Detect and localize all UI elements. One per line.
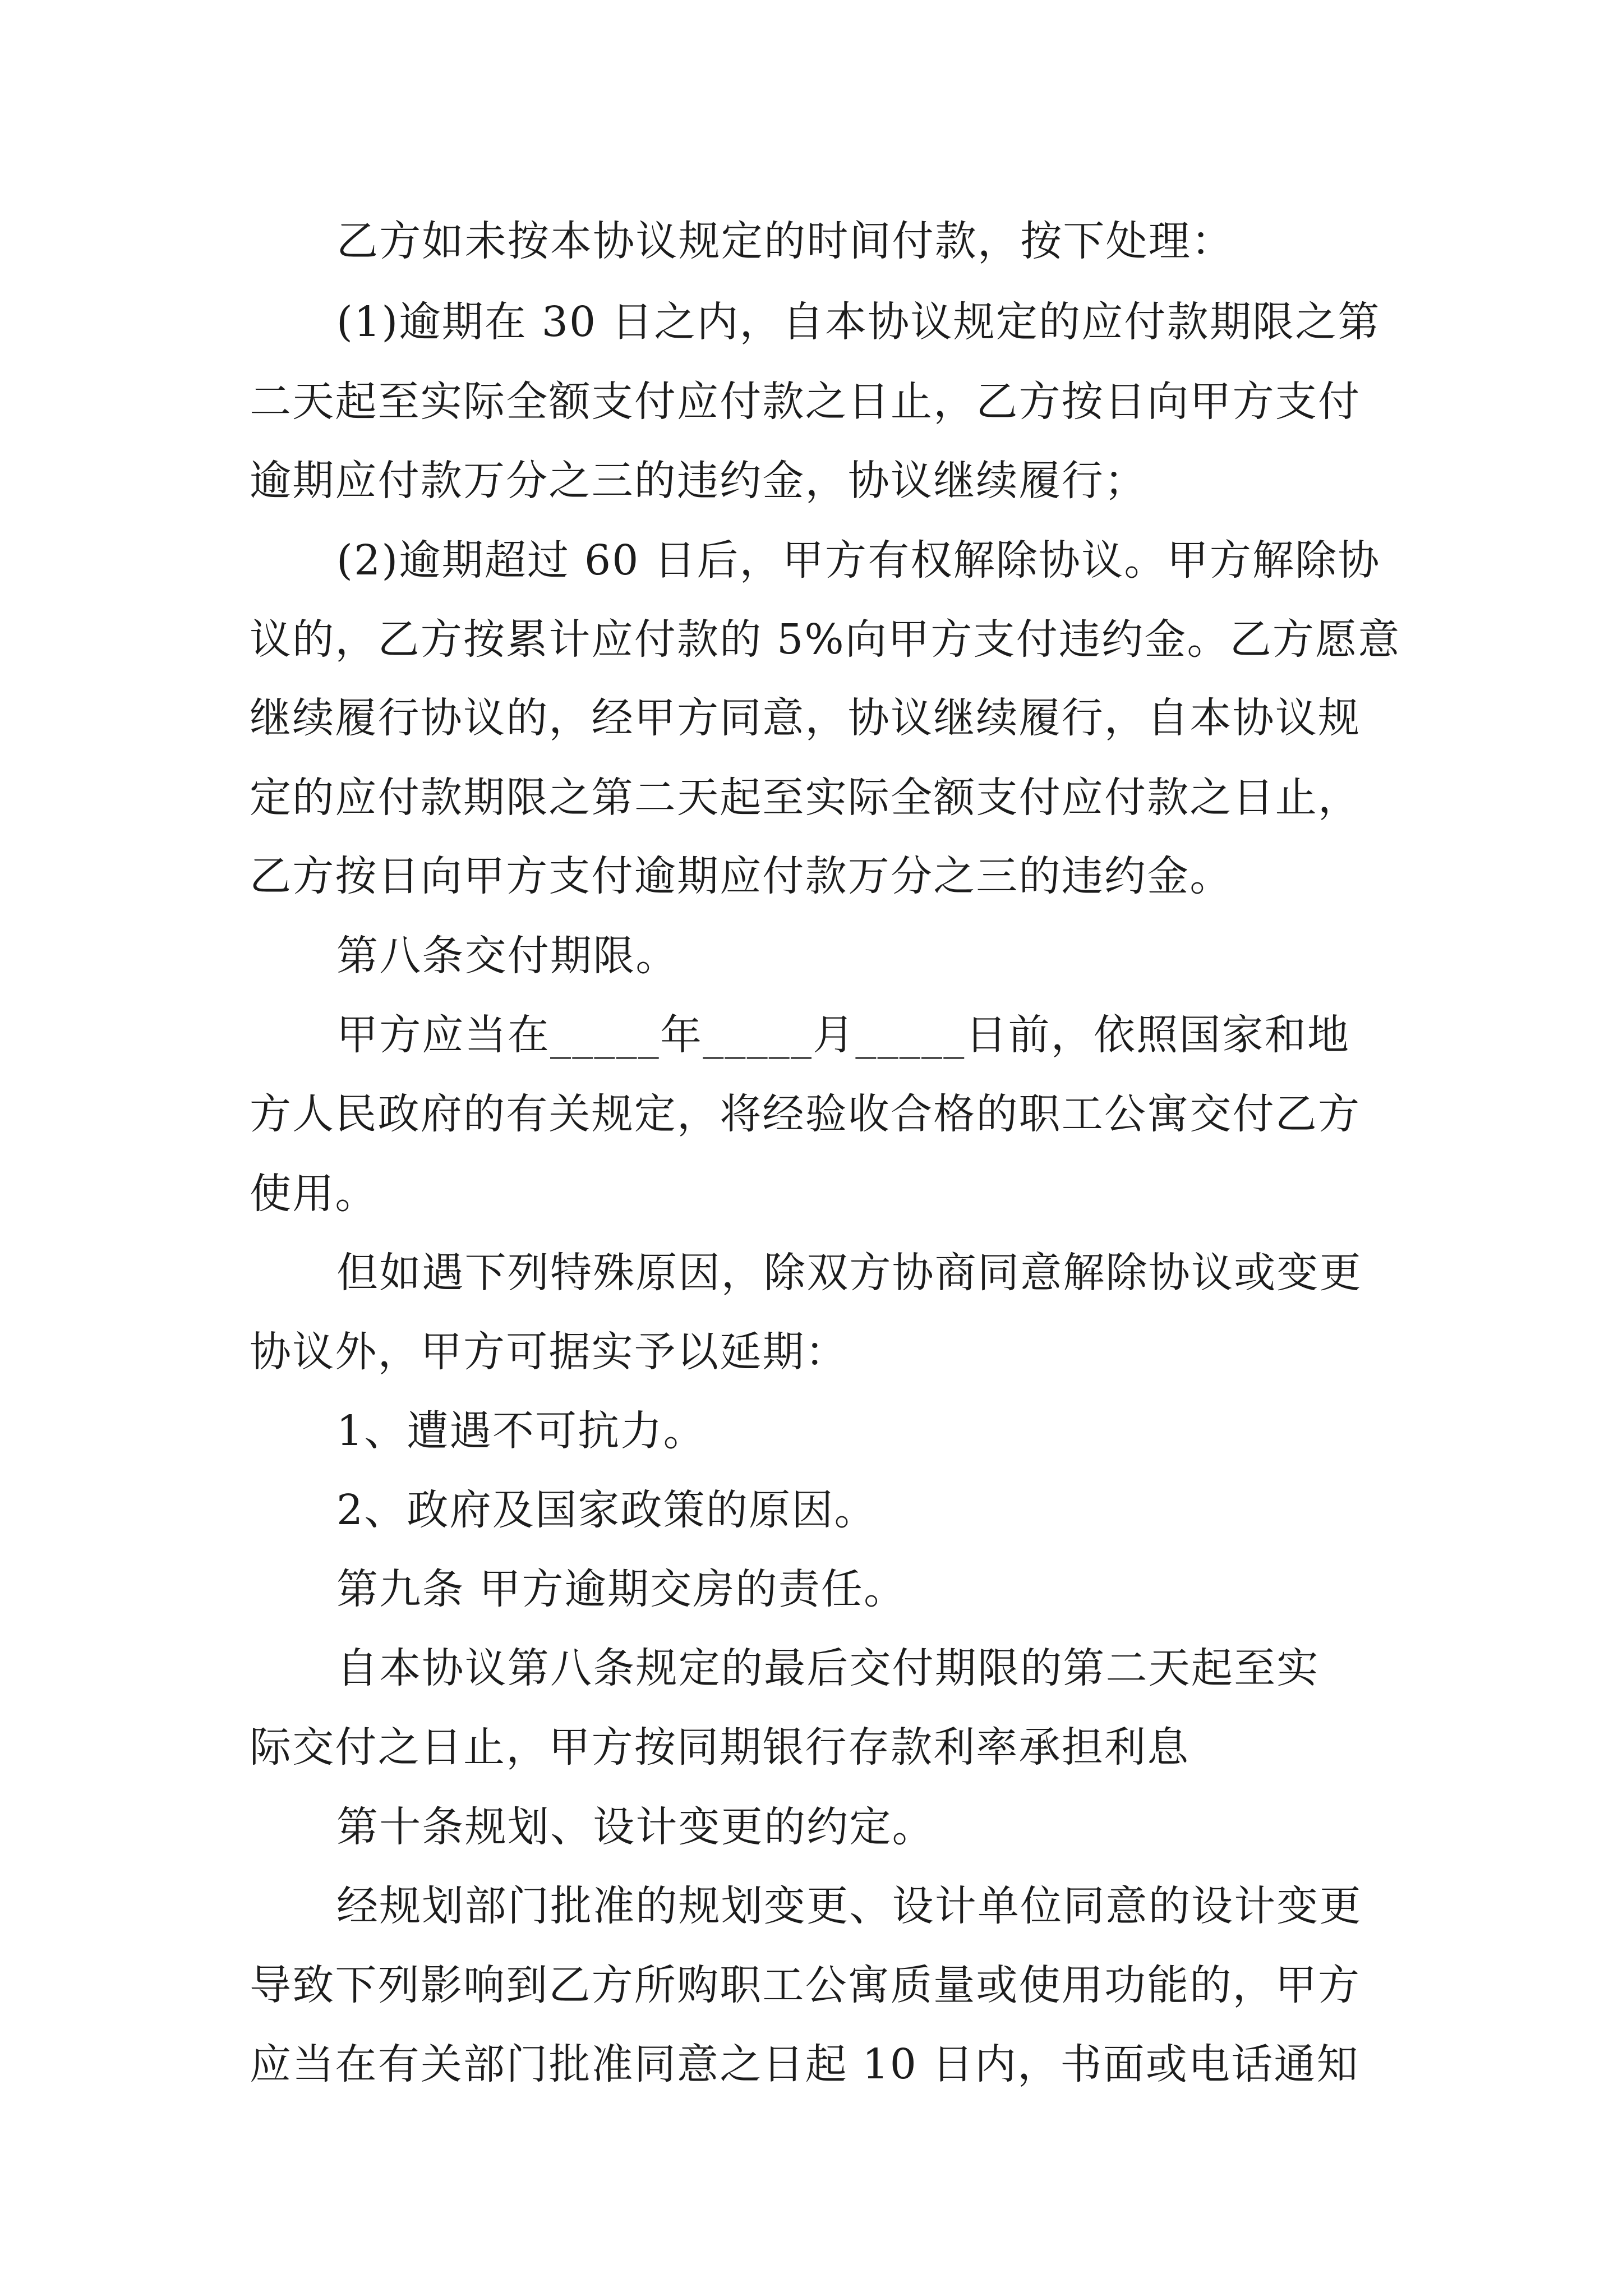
text-line-5: (2)逾期超过 60 日后，甲方有权解除协议。甲方解除协 — [336, 536, 1381, 585]
text-line-7: 继续履行协议的，经甲方同意，协议继续履行，自本协议规 — [250, 694, 1361, 742]
text-line-8: 定的应付款期限之第二天起至实际全额支付应付款之日止， — [250, 774, 1361, 822]
text-line-1: 乙方如未按本协议规定的时间付款，按下处理： — [336, 217, 1234, 265]
text-line-18: 第九条 甲方逾期交房的责任。 — [336, 1565, 907, 1613]
text-line-12: 方人民政府的有关规定，将经验收合格的职工公寓交付乙方 — [250, 1090, 1361, 1138]
text-line-15: 协议外，甲方可据实予以延期： — [250, 1328, 848, 1376]
text-line-17: 2、政府及国家政策的原因。 — [336, 1486, 877, 1534]
text-line-24: 应当在有关部门批准同意之日起 10 日内，书面或电话通知 — [250, 2040, 1359, 2088]
text-line-22: 经规划部门批准的规划变更、设计单位同意的设计变更 — [336, 1882, 1362, 1930]
text-line-4: 逾期应付款万分之三的违约金，协议继续履行； — [250, 457, 1147, 505]
text-line-20: 际交付之日止，甲方按同期银行存款利率承担利息 — [250, 1723, 1190, 1772]
text-line-10: 第八条交付期限。 — [336, 932, 679, 980]
text-line-19: 自本协议第八条规定的最后交付期限的第二天起至实 — [336, 1644, 1320, 1692]
text-line-2: (1)逾期在 30 日之内，自本协议规定的应付款期限之第 — [336, 298, 1381, 346]
text-line-6: 议的，乙方按累计应付款的 5%向甲方支付违约金。乙方愿意 — [250, 615, 1401, 664]
text-line-11: 甲方应当在_____年_____月_____日前，依照国家和地 — [336, 1011, 1350, 1059]
text-line-14: 但如遇下列特殊原因，除双方协商同意解除协议或变更 — [336, 1249, 1362, 1297]
text-line-23: 导致下列影响到乙方所购职工公寓质量或使用功能的，甲方 — [250, 1961, 1361, 2009]
text-line-21: 第十条规划、设计变更的约定。 — [336, 1803, 935, 1851]
text-line-16: 1、遭遇不可抗力。 — [336, 1407, 706, 1455]
text-line-13: 使用。 — [250, 1170, 378, 1218]
text-line-9: 乙方按日向甲方支付逾期应付款万分之三的违约金。 — [250, 852, 1233, 900]
text-line-3: 二天起至实际全额支付应付款之日止，乙方按日向甲方支付 — [250, 378, 1361, 426]
